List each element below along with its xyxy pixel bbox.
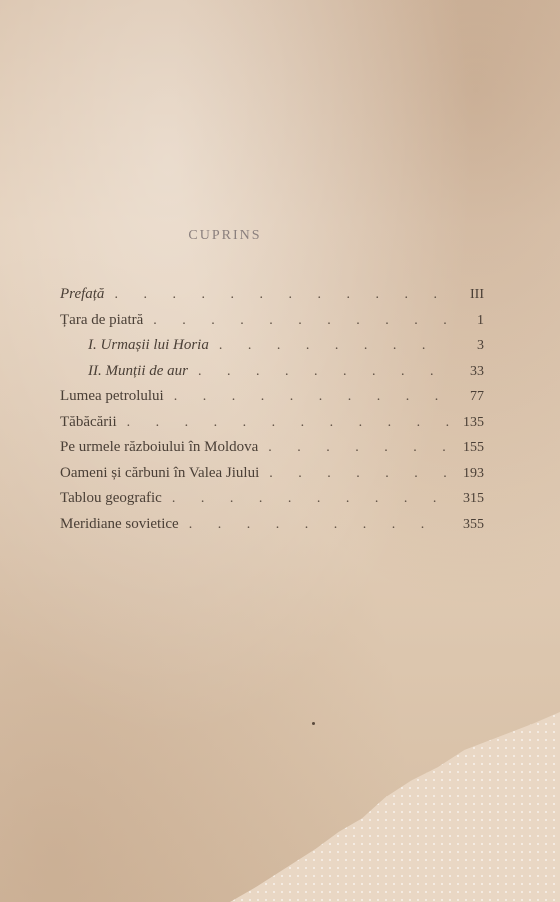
toc-entry-title: I. Urmașii lui Horia: [88, 337, 209, 353]
toc-entry: [60, 439, 484, 465]
toc-entry-title: Țara de piatră: [60, 311, 144, 328]
toc-entry-title: Oameni și cărbuni în Valea Jiului: [60, 464, 260, 481]
toc-entry-page: III: [470, 287, 484, 302]
dot-leader: [179, 517, 450, 533]
dot-leader: [188, 364, 450, 380]
ink-speck: [312, 722, 315, 725]
toc-entry-page: 135: [463, 414, 484, 430]
toc-entry-page: 33: [470, 363, 484, 379]
dot-leader: [143, 313, 450, 329]
toc-entry: [60, 337, 484, 363]
toc-entry-title: Prefață: [60, 286, 105, 302]
toc-entry-title: Pe urmele războiului în Moldova: [60, 439, 259, 455]
toc-entry: [60, 388, 484, 414]
toc-entry-title: Tăbăcării: [60, 413, 117, 430]
toc-entry-page: 155: [463, 440, 484, 455]
dot-leader: [259, 466, 450, 482]
dot-leader: [258, 440, 450, 456]
toc-entry-page: 315: [463, 491, 484, 506]
toc-entry: [60, 363, 484, 389]
dot-leader: [104, 287, 450, 303]
dot-leader: [117, 415, 450, 431]
toc-entry: [60, 414, 484, 440]
contents-heading: CUPRINS: [188, 228, 262, 243]
toc-entry: [60, 516, 484, 542]
toc-entry-title: Lumea petrolului: [60, 388, 164, 404]
dot-leader: [162, 491, 450, 507]
dot-leader: [209, 338, 450, 354]
toc-entry: [60, 465, 484, 491]
toc-entry-page: 77: [470, 389, 484, 404]
toc-entry: [60, 312, 484, 338]
torn-paper-corner: [230, 712, 560, 902]
table-of-contents: [60, 286, 484, 541]
toc-entry-page: 193: [463, 465, 484, 481]
toc-entry-page: 355: [463, 516, 484, 532]
toc-entry-page: 3: [477, 338, 484, 353]
toc-entry-page: 1: [477, 312, 484, 328]
toc-entry-title: Meridiane sovietice: [60, 515, 179, 532]
toc-entry-title: II. Munții de aur: [88, 362, 188, 379]
toc-entry-title: Tablou geografic: [60, 490, 162, 506]
toc-entry: [60, 286, 484, 312]
toc-entry: [60, 490, 484, 516]
dot-leader: [164, 389, 450, 405]
